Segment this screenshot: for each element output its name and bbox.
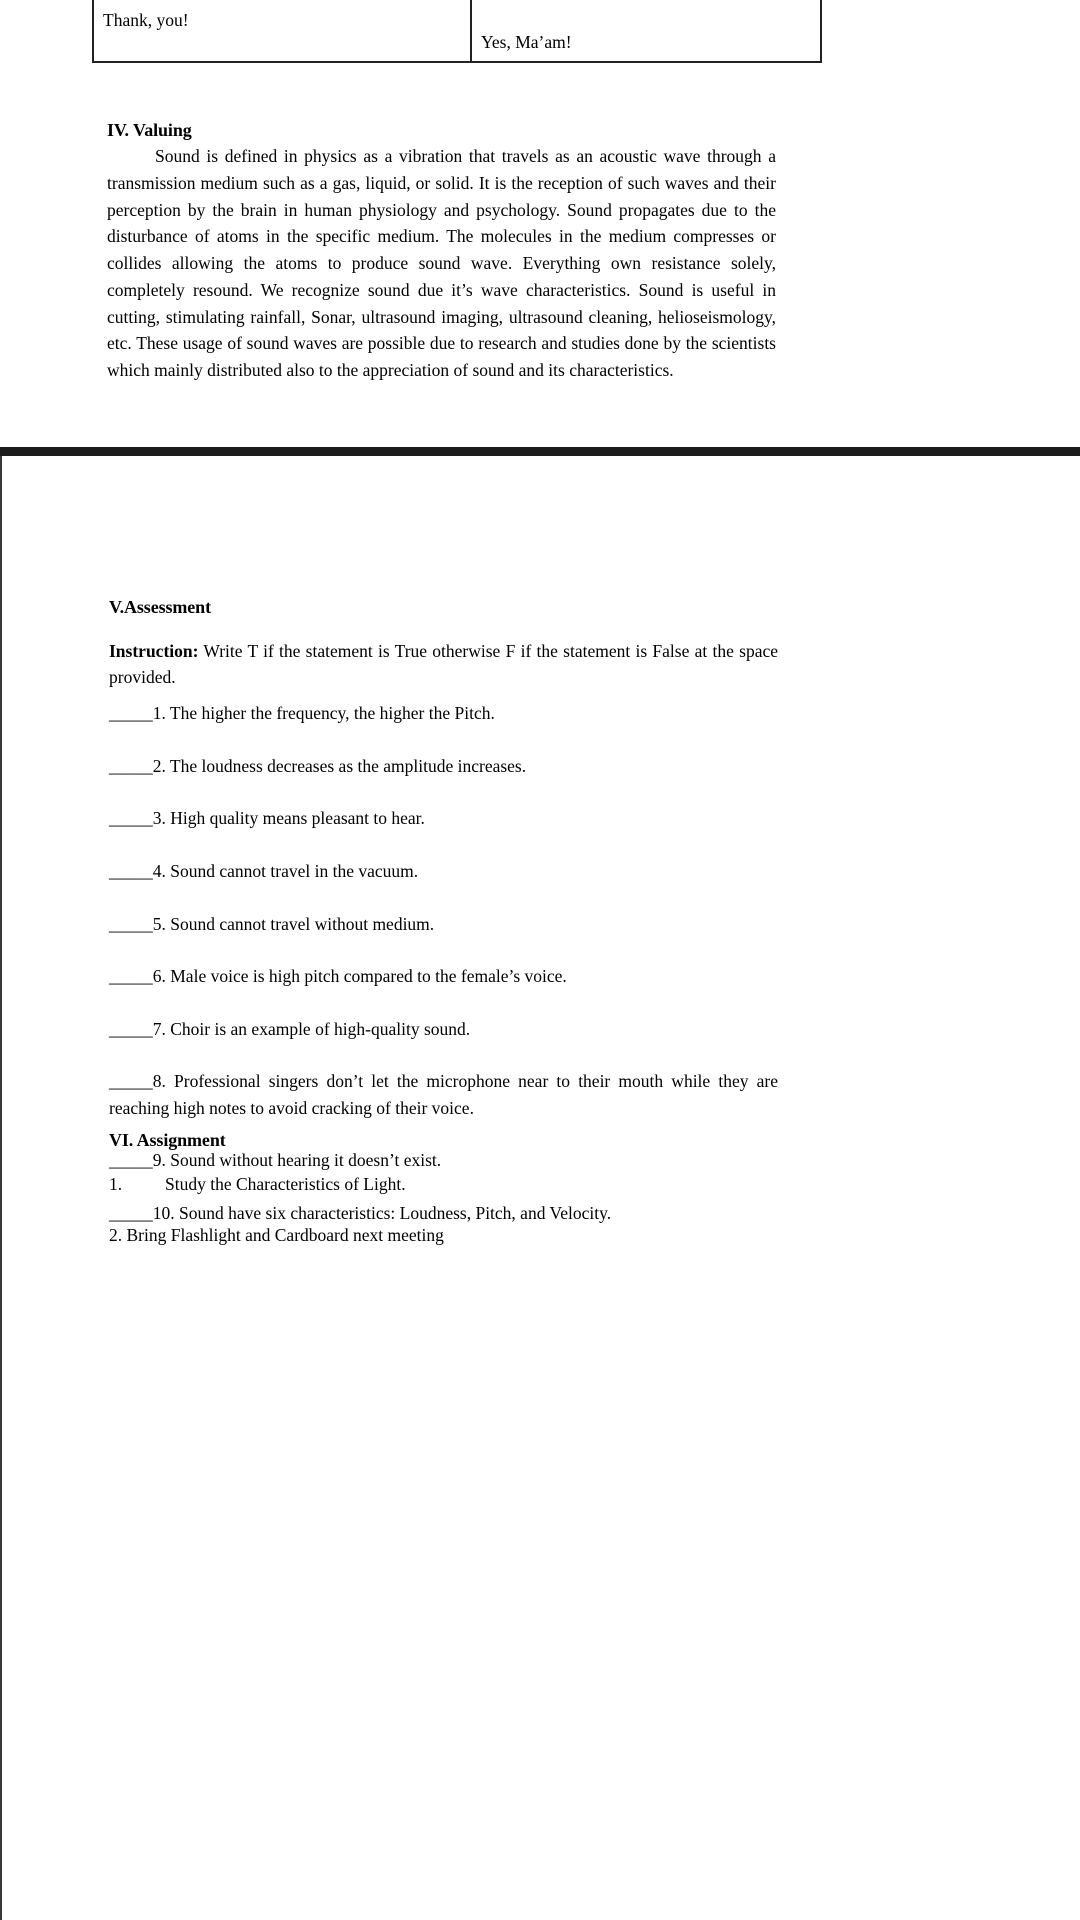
instruction-text: Write T if the statement is True otherwise F if the statement is False at the space provided. [109, 641, 778, 688]
list-item-text: 2. The loudness decreases as the amplitude increases. [152, 755, 527, 776]
page-separator-bar [0, 447, 1080, 456]
list-item [109, 1068, 778, 1121]
list-item-text: 4. Sound cannot travel in the vacuum. [152, 860, 419, 881]
assessment-instruction [109, 638, 778, 691]
valuing-paragraph [107, 143, 776, 384]
list-item-text: 5. Sound cannot travel without medium. [152, 913, 435, 934]
assessment-heading: V.Assessment [109, 597, 211, 617]
list-item [109, 805, 778, 831]
dialogue-student-line-1: Yes, Ma’am! [481, 31, 572, 52]
answer-blank[interactable]: _____ [109, 860, 153, 881]
assessment-instruction-block [109, 638, 778, 691]
list-item [109, 1147, 778, 1173]
list-item-text: 8. Professional singers don’t let the microphone near to their mouth while they are reaching high notes to avoid cracking of their voice. [109, 1071, 778, 1118]
answer-blank[interactable]: _____ [109, 1071, 153, 1092]
cell-spacer [103, 45, 461, 55]
assignment-items-block [109, 1171, 778, 1249]
dialogue-table [92, 0, 822, 63]
assignment-item-1 [109, 1171, 778, 1197]
list-item [109, 858, 778, 884]
list-item [109, 753, 778, 779]
assignment-item-1-text: Study the Characteristics of Light. [165, 1174, 406, 1194]
assessment-items-list [109, 700, 778, 1253]
dialogue-student-cell [471, 0, 821, 62]
assignment-item-2: 2. Bring Flashlight and Cardboard next meeting [109, 1225, 444, 1246]
list-item-text: 6. Male voice is high pitch compared to the female’s voice. [152, 966, 567, 987]
answer-blank[interactable]: _____ [109, 913, 153, 934]
list-item [109, 1016, 778, 1042]
dialogue-teacher-cell [93, 0, 471, 62]
answer-blank[interactable]: _____ [109, 1150, 153, 1171]
list-item-text: 3. High quality means pleasant to hear. [152, 808, 425, 829]
document-page-one [0, 0, 1080, 447]
list-item [109, 963, 778, 989]
list-item [109, 911, 778, 937]
instruction-label: Instruction: [109, 641, 199, 661]
list-item-text: 10. Sound have six characteristics: Loudness, Pitch, and Velocity. [152, 1203, 612, 1224]
answer-blank[interactable]: _____ [109, 808, 153, 829]
cell-spacer [103, 35, 461, 45]
list-item-text: 7. Choir is an example of high-quality sound. [152, 1018, 471, 1039]
answer-blank[interactable]: _____ [109, 966, 153, 987]
dialogue-teacher-line-2: Thank, you! [103, 10, 189, 31]
answer-blank[interactable]: _____ [109, 755, 153, 776]
valuing-heading: IV. Valuing [107, 120, 192, 140]
assignment-item-1-number: 1. [109, 1174, 123, 1194]
answer-blank[interactable]: _____ [109, 1203, 153, 1224]
table-row [93, 0, 821, 62]
list-item-text: 9. Sound without hearing it doesn’t exist. [152, 1150, 442, 1171]
list-item [109, 700, 778, 726]
answer-blank[interactable]: _____ [109, 703, 153, 723]
list-item-text: 1. The higher the frequency, the higher the Pitch. [152, 703, 495, 723]
valuing-paragraph-text: Sound is defined in physics as a vibration that travels as an acoustic wave through a transmission medium such as a gas, liquid, or solid. It is the reception of such waves and their perception by the brain in human physiology and psychology. Sound propagates due to the disturbance of atoms in the specific medium. The molecules in the medium compresses or collides allowing the atoms to produce sound wave. Everything own resistance solely, completely resound. We recognize sound due it’s wave characteristics. Sound is useful in cutting, stimulating rainfall, Sonar, ultrasound imaging, ultrasound cleaning, helioseismology, etc. These usage of sound waves are possible due to research and studies done by the scientists which mainly distributed also to the appreciation of sound and its characteristics. [107, 146, 776, 381]
document-page-two [0, 456, 1080, 1920]
answer-blank[interactable]: _____ [109, 1018, 153, 1039]
assignment-heading: VI. Assignment [109, 1130, 226, 1150]
